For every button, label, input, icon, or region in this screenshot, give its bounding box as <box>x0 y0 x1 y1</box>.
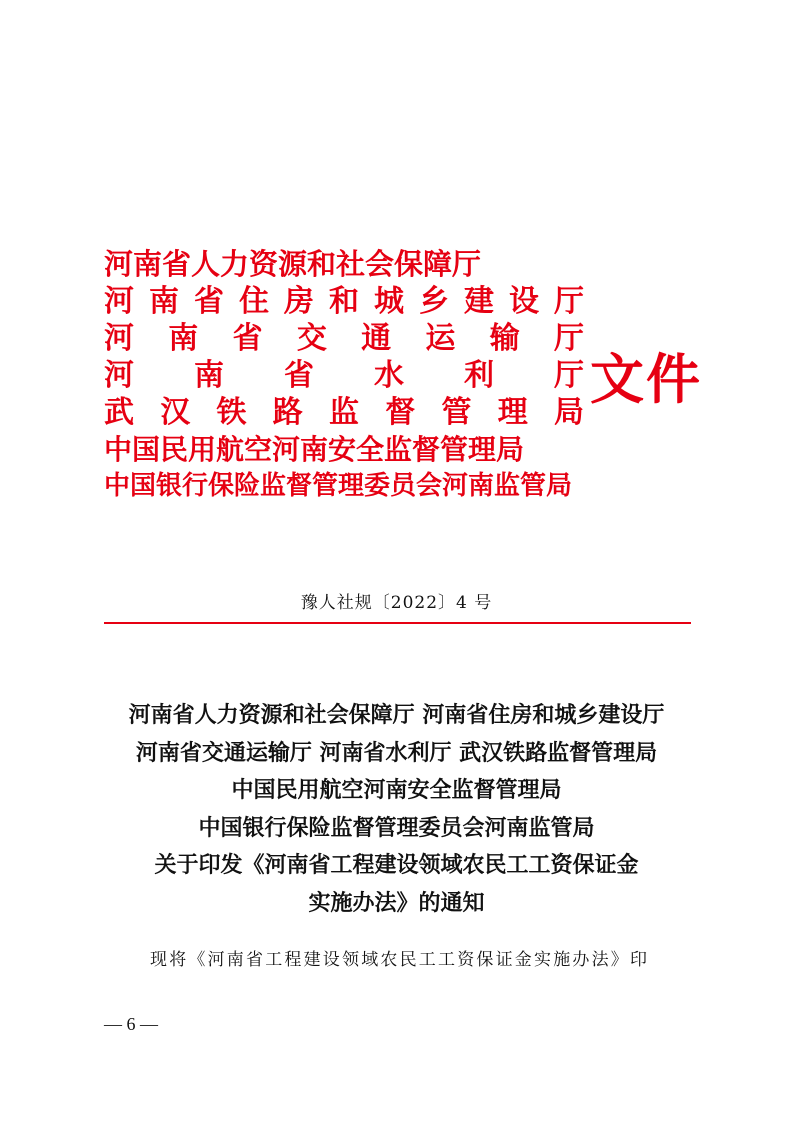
document-title <box>70 697 723 922</box>
issuer-char: 河 <box>104 284 134 319</box>
issuer-char: 南 <box>168 321 199 356</box>
issuer-name: 中国银行保险监督管理委员会河南监管局 <box>104 471 573 501</box>
issuer-line <box>104 320 584 357</box>
issuer-char: 南 <box>149 284 179 319</box>
issuer-line <box>104 468 584 505</box>
issuer-char: 理 <box>497 395 528 430</box>
issuer-char: 铁 <box>216 395 247 430</box>
issuer-line <box>104 394 584 431</box>
document-number: 豫人社规〔2022〕4 号 <box>300 593 493 613</box>
issuer-char: 管 <box>441 395 472 430</box>
issuer-line <box>104 283 584 320</box>
issuer-char: 局 <box>554 395 584 430</box>
red-divider <box>104 622 691 624</box>
issuer-char: 武 <box>104 395 134 430</box>
issuer-char: 厅 <box>554 284 584 319</box>
issuer-char: 输 <box>489 321 520 356</box>
issuer-char: 南 <box>194 358 224 393</box>
issuing-authorities <box>104 246 584 505</box>
issuer-char: 利 <box>464 358 494 393</box>
issuer-char: 房 <box>284 284 314 319</box>
issuer-char: 运 <box>425 321 456 356</box>
issuer-char: 省 <box>232 321 263 356</box>
title-line: 河南省人力资源和社会保障厅 河南省住房和城乡建设厅 <box>128 703 665 728</box>
issuer-char: 住 <box>239 284 269 319</box>
document-suffix: 文件 <box>590 347 702 411</box>
issuer-name <box>104 394 584 431</box>
issuer-char: 省 <box>194 284 224 319</box>
issuer-char: 水 <box>374 358 404 393</box>
issuer-char: 河 <box>104 358 134 393</box>
issuer-char: 河 <box>104 321 134 356</box>
issuer-name <box>104 283 584 320</box>
title-line: 关于印发《河南省工程建设领域农民工工资保证金 <box>154 853 639 878</box>
issuer-char: 建 <box>464 284 494 319</box>
title-line: 中国银行保险监督管理委员会河南监管局 <box>198 815 595 841</box>
issuer-char: 厅 <box>554 358 584 393</box>
title-line: 河南省交通运输厅 河南省水利厅 武汉铁路监督管理局 <box>135 740 658 766</box>
issuer-char: 路 <box>272 395 303 430</box>
body-paragraph: 现将《河南省工程建设领域农民工工资保证金实施办法》印 <box>150 950 650 970</box>
issuer-name <box>104 357 584 394</box>
issuer-name: 中国民用航空河南安全监督管理局 <box>104 433 525 466</box>
issuer-name: 河南省人力资源和社会保障厅 <box>104 247 482 281</box>
issuer-char: 乡 <box>419 284 449 319</box>
issuer-char: 交 <box>296 321 327 356</box>
issuer-char: 省 <box>284 358 314 393</box>
title-line: 中国民用航空河南安全监督管理局 <box>231 778 562 803</box>
issuer-char: 通 <box>361 321 392 356</box>
issuer-name <box>104 320 584 357</box>
page-number: — 6 — <box>104 1014 158 1034</box>
issuer-char: 监 <box>329 395 359 430</box>
issuer-line <box>104 357 584 394</box>
issuer-char: 督 <box>385 395 416 430</box>
issuer-line <box>104 246 584 283</box>
issuer-char: 城 <box>374 284 404 319</box>
issuer-char: 厅 <box>553 321 584 356</box>
issuer-char: 汉 <box>160 395 191 430</box>
title-line: 实施办法》的通知 <box>308 890 485 916</box>
issuer-char: 和 <box>329 284 359 319</box>
issuer-char: 设 <box>509 284 539 319</box>
issuer-line <box>104 431 584 468</box>
